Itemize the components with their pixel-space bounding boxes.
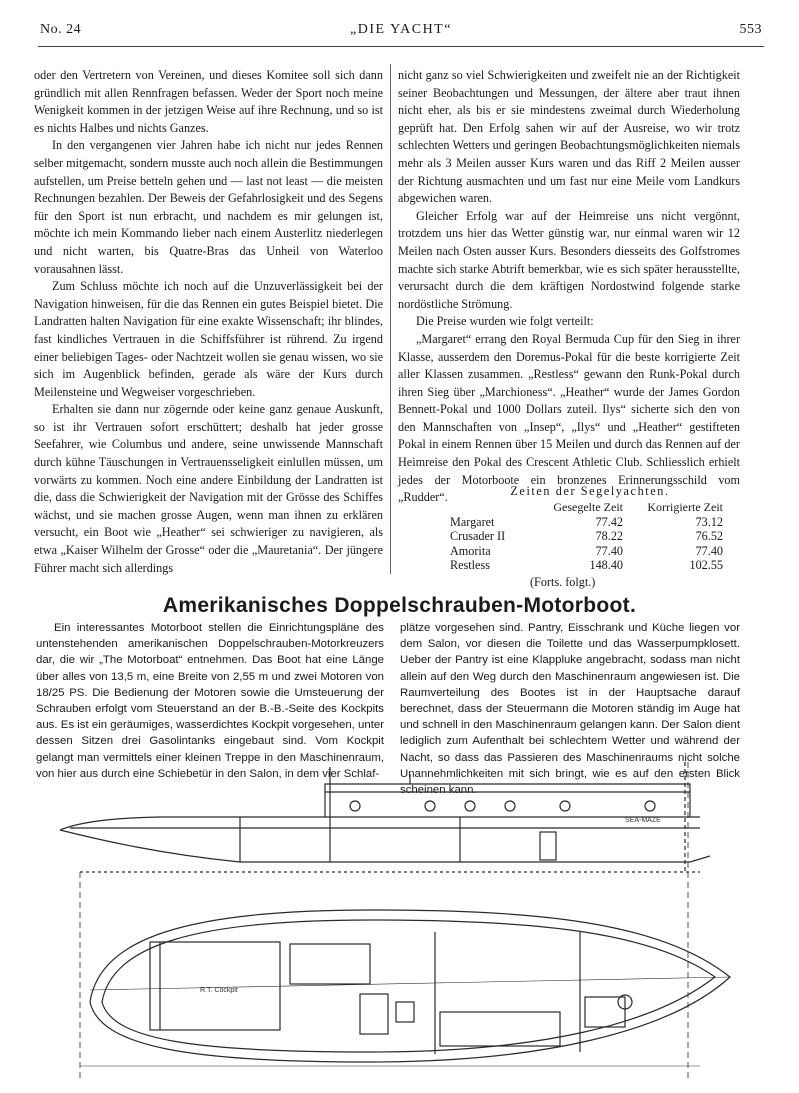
paragraph: Zum Schluss möchte ich noch auf die Unzuverlässigkeit bei der Navigation hinweisen, für die das Rennen ein gutes Beispiel bietet. Die Landratten halten Navigation für eine exakte Wissenschaft; ihr blindes, fast kindliches Vertrauen in die Schiffsführer ist rührend. Zu irgend einer beliebigen Tages- oder Nachtzeit wollen sie genau wissen, wo sie sich im Augenblick befinden, gerade als wäre der Kurs durch Meilensteine und Wegweiser vorgeschrieben. <box>34 279 383 399</box>
page-number: 553 <box>739 22 762 37</box>
issue-number: No. 24 <box>40 22 82 37</box>
article-title: Amerikanisches Doppelschrauben-Motorboot. <box>162 594 637 617</box>
sailed-time: 77.42 <box>595 514 623 529</box>
corrected-time: 77.40 <box>695 543 723 558</box>
table-row <box>430 558 723 573</box>
sailed-time: 78.22 <box>595 529 623 543</box>
porthole-icon <box>505 801 515 811</box>
centre-line <box>90 977 730 990</box>
paragraph: nicht ganz so viel Schwierigkeiten und zweifelt nie an der Richtigkeit seiner Beobachtungen und Messungen, der ältere aber traut ihnen nicht eher, als bis er sie mindestens zweimal durch Wiederholung geprüft hat. Den Erfolg sahen wir auf der Ausreise, wo wir trotz schlechten Wetters und geringen Beobachtungsmöglichkeiten niemals mehr als 3 Meilen ausser Kurs waren und das Riff 2 Meilen ausser der Richtung ausmachten und um fast nur eine Meile vom Landkurs abgewichen waren. <box>398 68 740 206</box>
journal-title: „DIE YACHT“ <box>350 22 452 37</box>
table-row <box>430 515 723 530</box>
paragraph: Die Preise wurden wie folgt verteilt: <box>416 314 594 329</box>
yacht-name: Amorita <box>450 543 491 558</box>
table-header-row <box>430 500 723 515</box>
corrected-time: 73.12 <box>695 514 723 529</box>
yacht-name: Margaret <box>450 514 495 529</box>
cabin-trunk <box>325 784 690 817</box>
cockpit-area <box>150 942 280 1030</box>
header-rule <box>38 46 764 47</box>
salon-berth <box>440 1012 560 1046</box>
plan-view <box>80 910 730 1066</box>
paragraph: oder den Vertretern von Vereinen, und dieses Komitee soll sich dann gründlich mit allen Rennfragen befassen. Weder der Sport noch meine Wenigkeit kommen in der jetzigen Weise auf ihre Rechnung, und so ist es nichts Halbes und nichts Ganzes. <box>34 68 383 135</box>
sailed-time: 77.40 <box>595 543 623 558</box>
porthole-icon <box>465 801 475 811</box>
paragraph: Ein interessantes Motorboot stellen die Einrichtungspläne des untenstehenden amerikanischen Doppelschrauben-Motorkreuzers dar, die wir „The Motorboat“ entnehmen. Das Boot hat eine Länge über alles von 13,5 m, eine Breite von 2,55 m und zwei Motoren von 18/25 PS. Die Bedienung der Motoren sowie die Umsteuerung der Schrauben erfolgt vom Steuerstand an der B.-B.-Seite des Kockpits aus. Es ist ein geräumiges, wasserdichtes Kockpit vorgesehen, unter dessen Sitzen drei Gasolintanks eingebaut sind. Vom Kockpit gelangt man vermittels einer kleinen Treppe in den Maschinenraum, von hier aus durch eine Schiebetür in den Salon, in dem vier Schlaf- <box>36 622 384 780</box>
boat-plan-svg <box>40 762 760 1082</box>
hull-profile-bottom <box>60 830 710 862</box>
paragraph: „Margaret“ errang den Royal Bermuda Cup für den Sieg in ihrer Klasse, ausserdem den Doremus-Pokal für die beste korrigierte Zeit aller Klassen zusammen. „Restless“ gewann den Runk-Pokal durch ihren Sieg über „Marchioness“. „Heather“ wurde der James Gordon Bennett-Pokal und 1000 Dollars zuteil. Ilys“ sicherte sich den von den Mannschaften von „Insep“, „Ilys“ und „Heather“ gestifteten Pokal in einem Rennen über 15 Meilen und durch das Rennen auf der Heimreise den Pokal des Crescent Athletic Club. Schliesslich erhielt jedes der Motorboote ein bronzenes Erinnerungsschild vom „Rudder“. <box>398 331 740 505</box>
engine-icon <box>396 1002 414 1022</box>
column-header: Korrigierte Zeit <box>647 500 723 514</box>
porthole-icon <box>425 801 435 811</box>
engine-icon <box>360 994 388 1034</box>
left-column <box>34 67 383 577</box>
corrected-time: 76.52 <box>695 529 723 543</box>
paragraph: In den vergangenen vier Jahren habe ich nicht nur jedes Rennen selber mitgemacht, sondern musste auch noch allein die Bestimmungen aufstellen, um Preise betteln gehen und — last not least — die meisten Rechnungen bezahlen. Der Beweis der Gefahrlosigkeit und des Segens für den Sport ist nun erbracht, und nachdem es mir gelungen ist, möchte ich mein Kommando lieber nach einem Austerlitz niederlegen und nicht warten, bis Quatre-Bras das Unheil von Waterloo vorausahnen lässt. <box>34 138 383 276</box>
times-table <box>430 500 723 573</box>
continued-note: (Forts. folgt.) <box>530 574 596 589</box>
table-title: Zeiten der Segelyachten. <box>510 484 670 498</box>
boat-name-label: SEA-MAZE <box>625 817 661 824</box>
door-icon <box>540 832 556 860</box>
paragraph: plätze vorgesehen sind. Pantry, Eisschrank und Küche liegen vor dem Salon, vor diesen die Toilette und das Wasserpumpklosett. Ueber der Pantry ist eine Klappluke angebracht, sodass man nicht allein auf den Weg durch den Maschinenraum angewiesen ist. Die Raumverteilung des Bootes ist in der Hauptsache darauf berechnet, dass der Steuermann die Motoren ständig im Auge hat und schnell in den Maschinenraum gelangen kann. Der Salon dient lediglich zum Aufenthalt bei schlechtem Wetter und während der Nacht, so dass das Passieren des Maschinenraums nicht solche Unannehmlichkeiten mit sich bringt, wie es auf den ersten Blick scheinen kann. <box>400 622 740 797</box>
page-header <box>40 22 762 44</box>
porthole-icon <box>350 801 360 811</box>
paragraph: Gleicher Erfolg war auf der Heimreise uns nicht vergönnt, trotzdem uns hier das Wetter günstig war, nur einmal waren wir 12 Meilen nach Osten ausser Kurs. Besonders diesseits des Golfstromes machte sich starke Abtrift bemerkbar, wie es sich später herausstellte, verursacht durch die dem kräftigen Nordostwind folgende starke nordöstliche Strömung. <box>398 208 740 311</box>
cockpit-label: R.T. Cockpit <box>200 987 238 994</box>
yacht-name: Crusader II <box>450 529 506 543</box>
hull-plan-outline <box>90 910 730 1062</box>
sailed-time: 148.40 <box>589 558 623 572</box>
porthole-icon <box>560 801 570 811</box>
race-times-table <box>430 484 730 590</box>
corrected-time: 102.55 <box>689 558 723 572</box>
table-row <box>430 544 723 559</box>
column-header <box>430 500 545 515</box>
column-header: Gesegelte Zeit <box>553 500 623 514</box>
paragraph: Erhalten sie dann nur zögernde oder keine ganz genaue Auskunft, so ist ihr Vertrauen sofort erschüttert; deshalb hat jeder grosse Seefahrer, wie Columbus und andere, seine unwissende Mannschaft durch kühne Täuschungen in Vertrauensseligkeit einlullen müssen, um vorwärts zu kommen. Noch eine andere Einbildung der Landratten ist die, dass die Schwierigkeit der Navigation mit der Grösse des Schiffes wächst, und sie machen grosse Augen, wenn man ihnen zu erklären versucht, ein Boot wie „Heather“ sei schwieriger zu navigieren, als etwa „Kaiser Wilhelm der Grosse“ oder die „Mauretania“. Der jüngere Führer macht sich allerdings <box>34 402 383 575</box>
locker-area <box>290 944 370 984</box>
column-divider <box>390 64 391 574</box>
yacht-name: Restless <box>450 558 490 572</box>
boat-plan-drawing <box>40 762 760 1082</box>
table-row <box>430 529 723 544</box>
article-left-column <box>36 620 384 782</box>
porthole-icon <box>645 801 655 811</box>
